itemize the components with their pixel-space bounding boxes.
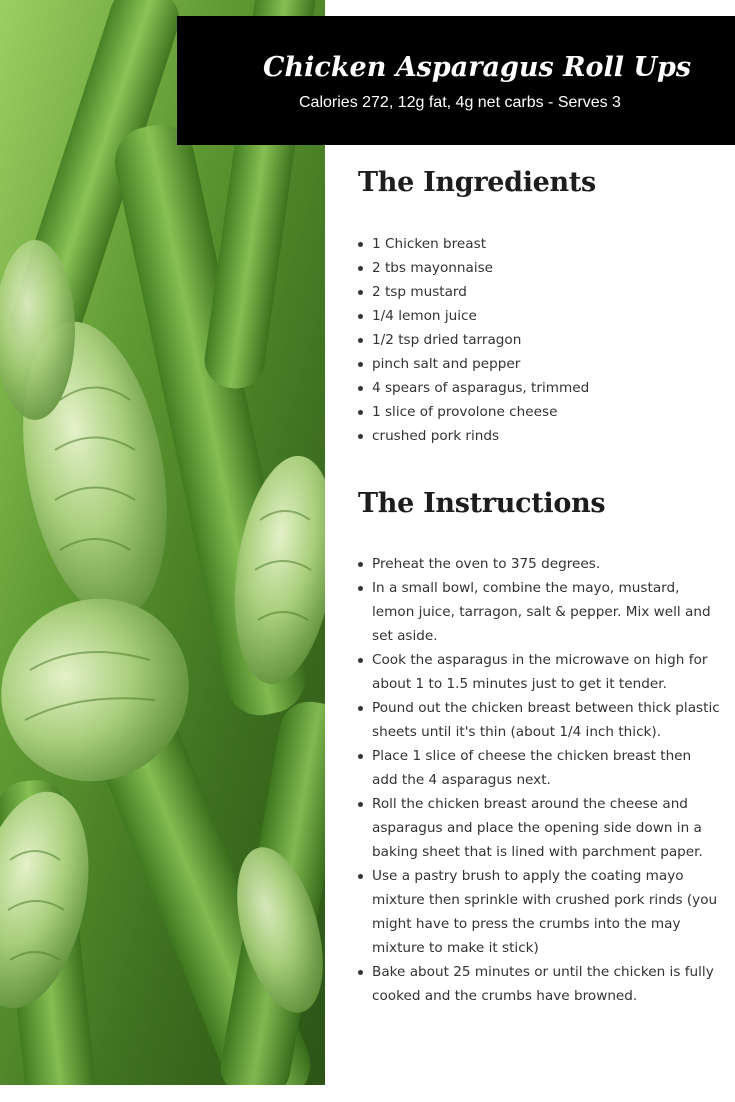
ingredient-item: 1/4 lemon juice xyxy=(358,304,720,328)
instruction-step: Pound out the chicken breast between thick plastic sheets until it's thin (about 1/4 inch thick). xyxy=(358,696,720,744)
ingredient-item: 1 slice of provolone cheese xyxy=(358,400,720,424)
ingredient-item: 1/2 tsp dried tarragon xyxy=(358,328,720,352)
instruction-step: Preheat the oven to 375 degrees. xyxy=(358,552,720,576)
instructions-heading: The Instructions xyxy=(358,488,606,519)
ingredients-list xyxy=(358,232,720,448)
recipe-subtitle: Calories 272, 12g fat, 4g net carbs - Serves 3 xyxy=(299,94,621,111)
ingredient-item: 2 tsp mustard xyxy=(358,280,720,304)
instructions-list xyxy=(358,552,720,1008)
recipe-title: Chicken Asparagus Roll Ups xyxy=(263,52,692,83)
title-banner xyxy=(177,16,735,145)
instruction-step: Cook the asparagus in the microwave on high for about 1 to 1.5 minutes just to get it tender. xyxy=(358,648,720,696)
instruction-step: Use a pastry brush to apply the coating mayo mixture then sprinkle with crushed pork rinds (you might have to press the crumbs into the may mixture to make it stick) xyxy=(358,864,720,960)
instruction-step: In a small bowl, combine the mayo, mustard, lemon juice, tarragon, salt & pepper. Mix well and set aside. xyxy=(358,576,720,648)
ingredient-item: 1 Chicken breast xyxy=(358,232,720,256)
instruction-step: Bake about 25 minutes or until the chicken is fully cooked and the crumbs have browned. xyxy=(358,960,720,1008)
instruction-step: Place 1 slice of cheese the chicken breast then add the 4 asparagus next. xyxy=(358,744,720,792)
asparagus-photo xyxy=(0,0,325,1085)
ingredient-item: pinch salt and pepper xyxy=(358,352,720,376)
ingredients-heading: The Ingredients xyxy=(358,167,596,198)
instruction-step: Roll the chicken breast around the cheese and asparagus and place the opening side down in a baking sheet that is lined with parchment paper. xyxy=(358,792,720,864)
ingredient-item: 2 tbs mayonnaise xyxy=(358,256,720,280)
ingredient-item: crushed pork rinds xyxy=(358,424,720,448)
ingredient-item: 4 spears of asparagus, trimmed xyxy=(358,376,720,400)
